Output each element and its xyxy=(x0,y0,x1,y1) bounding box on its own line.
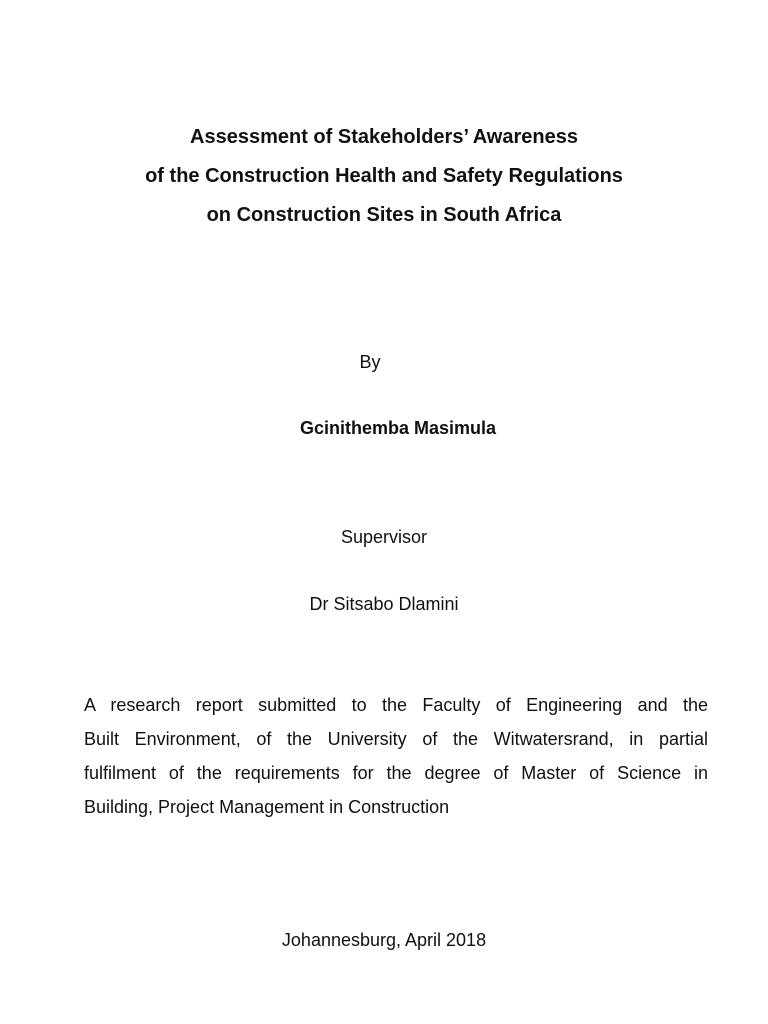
place-and-date: Johannesburg, April 2018 xyxy=(281,930,487,950)
title-line: Assessment of Stakeholders’ Awareness xyxy=(190,126,578,148)
author-name: Gcinithemba Masimula xyxy=(299,418,497,438)
submission-statement xyxy=(84,688,708,824)
supervisor-name: Dr Sitsabo Dlamini xyxy=(309,594,459,614)
statement-line: Building, Project Management in Construction xyxy=(84,797,450,817)
statement-line: Built Environment, of the University of the Witwatersrand, in partial xyxy=(84,729,708,749)
title-line: of the Construction Health and Safety Regulations xyxy=(145,165,623,187)
title-line: on Construction Sites in South Africa xyxy=(206,204,562,226)
statement-line: A research report submitted to the Faculty of Engineering and the xyxy=(84,695,708,715)
supervisor-label: Supervisor xyxy=(340,527,428,547)
document-title xyxy=(0,118,768,235)
by-label: By xyxy=(359,352,381,372)
statement-line: fulfilment of the requirements for the degree of Master of Science in xyxy=(84,763,708,783)
